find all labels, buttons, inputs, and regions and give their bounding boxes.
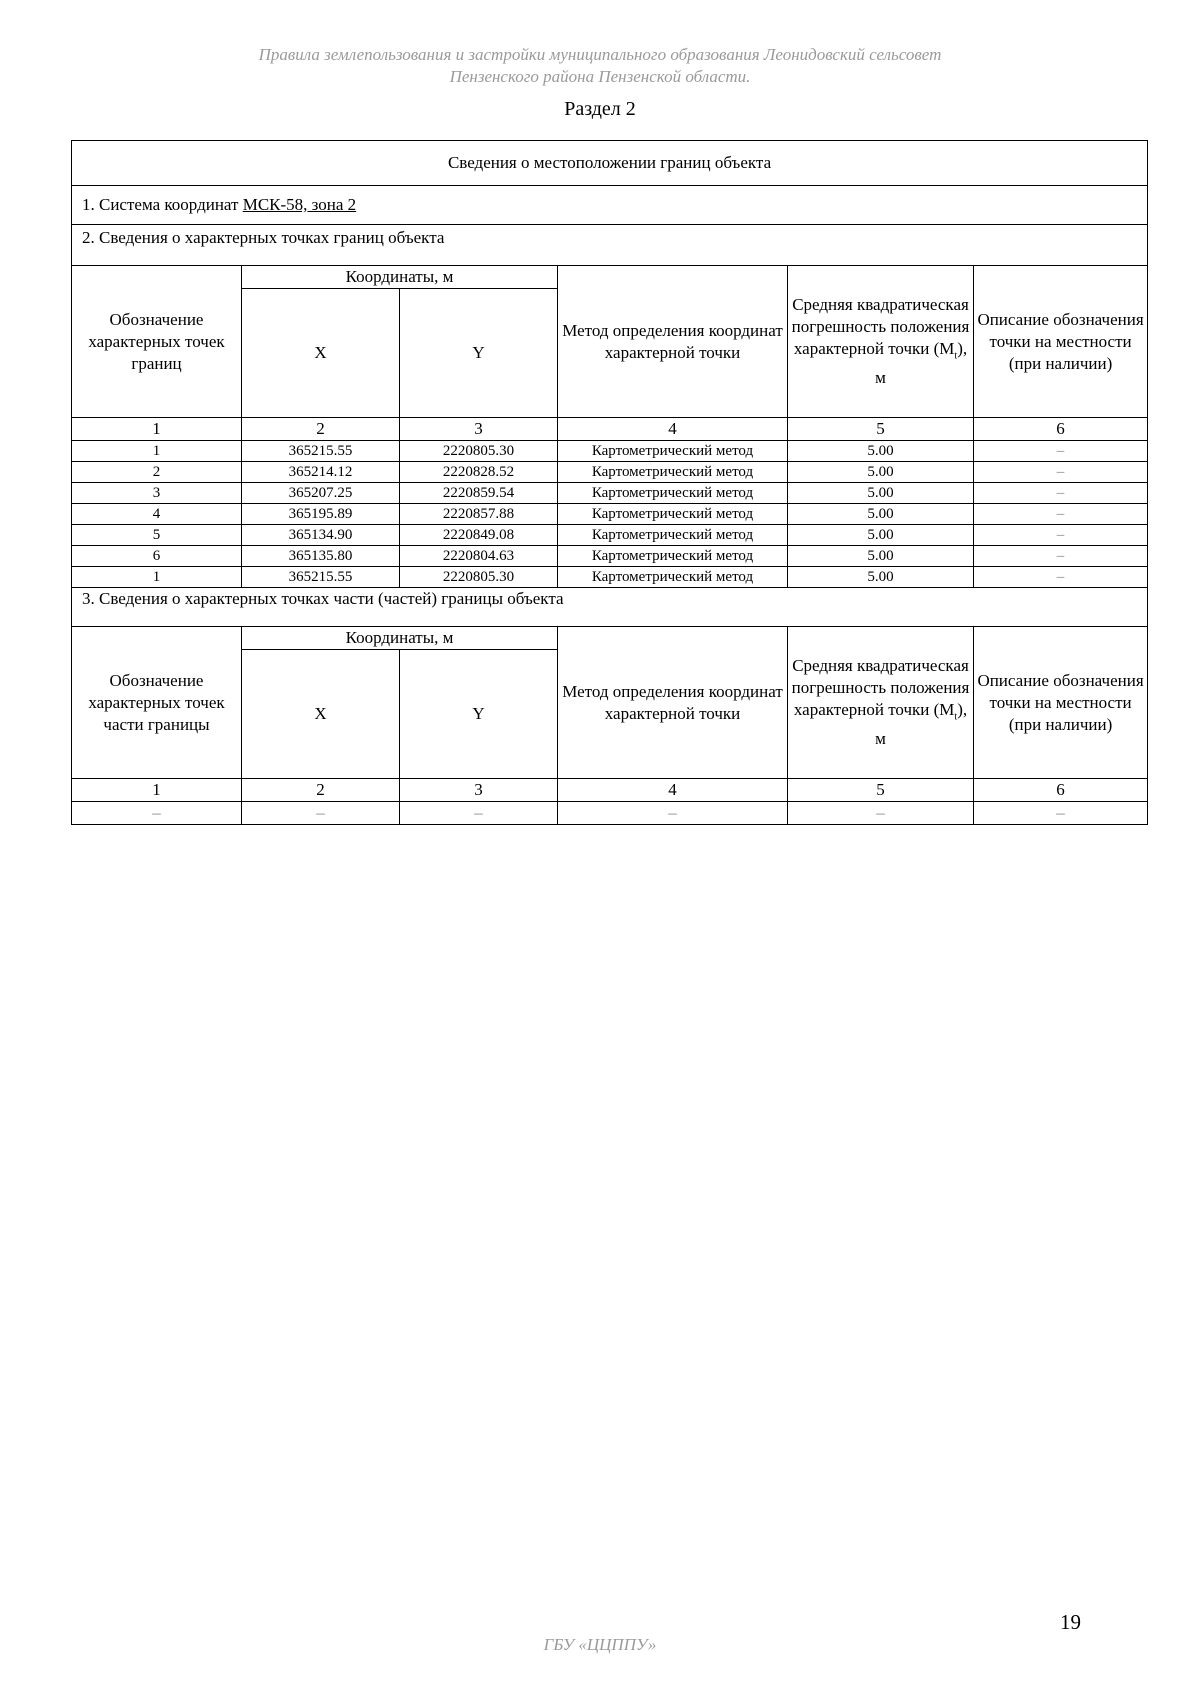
cell-y: 2220805.30: [400, 567, 558, 588]
coord-system-label: 1. Система координат: [82, 195, 243, 214]
part-column-number-row: [72, 779, 1148, 802]
column-number-row: [72, 418, 1148, 441]
cell-method: Картометрический метод: [558, 525, 788, 546]
cell-description: –: [974, 504, 1148, 525]
cell-description: –: [974, 567, 1148, 588]
header-x: X: [242, 289, 400, 418]
cell-x: 365215.55: [242, 567, 400, 588]
table-row: [72, 546, 1148, 567]
part-header-row-1: [72, 627, 1148, 650]
part2-title: 2. Сведения о характерных точках границ объекта: [72, 225, 1148, 266]
part-table-row: [72, 802, 1148, 825]
cell-point: 1: [72, 567, 242, 588]
coord-system-cell: [72, 186, 1148, 225]
cell-error: 5.00: [788, 441, 974, 462]
header-row-1: [72, 266, 1148, 289]
part-header-y: Y: [400, 650, 558, 779]
cell-x: 365134.90: [242, 525, 400, 546]
cell-point: 6: [72, 546, 242, 567]
cell-error: 5.00: [788, 504, 974, 525]
part2-title-row: [72, 225, 1148, 266]
col-num: 6: [974, 418, 1148, 441]
col-num: 5: [788, 779, 974, 802]
cell-y: 2220857.88: [400, 504, 558, 525]
col-num: 2: [242, 779, 400, 802]
cell-method: Картометрический метод: [558, 441, 788, 462]
header-method: Метод определения координат характерной точки: [558, 266, 788, 418]
running-header: [0, 44, 1200, 88]
header-line-2: Пензенского района Пензенской области.: [449, 67, 751, 86]
header-error: Средняя квадратическая погрешность положения характерной точки $(M_t)$, м: [788, 266, 974, 418]
cell-error: 5.00: [788, 462, 974, 483]
table-row: [72, 462, 1148, 483]
col-num: 3: [400, 779, 558, 802]
part-header-method: Метод определения координат характерной точки: [558, 627, 788, 779]
cell-x: 365215.55: [242, 441, 400, 462]
cell-error: –: [788, 802, 974, 825]
cell-error: 5.00: [788, 483, 974, 504]
table-row: [72, 567, 1148, 588]
page-number: 19: [1060, 1610, 1081, 1634]
part-header-x: X: [242, 650, 400, 779]
col-num: 3: [400, 418, 558, 441]
cell-description: –: [974, 546, 1148, 567]
cell-error: 5.00: [788, 567, 974, 588]
cell-point: 4: [72, 504, 242, 525]
cell-point: 3: [72, 483, 242, 504]
table-title-row: [72, 141, 1148, 186]
cell-description: –: [974, 462, 1148, 483]
running-footer: ГБУ «ЦЦППУ»: [543, 1635, 657, 1654]
boundary-table: [71, 140, 1148, 825]
part-header-description: Описание обозначения точки на местности (при наличии): [974, 627, 1148, 779]
cell-method: Картометрический метод: [558, 483, 788, 504]
cell-method: –: [558, 802, 788, 825]
part-header-designation: Обозначение характерных точек части границы: [72, 627, 242, 779]
cell-x: 365207.25: [242, 483, 400, 504]
cell-method: Картометрический метод: [558, 504, 788, 525]
header-designation: Обозначение характерных точек границ: [72, 266, 242, 418]
part3-title-row: [72, 588, 1148, 627]
col-num: 1: [72, 418, 242, 441]
cell-point: –: [72, 802, 242, 825]
cell-error: 5.00: [788, 546, 974, 567]
cell-y: –: [400, 802, 558, 825]
col-num: 5: [788, 418, 974, 441]
cell-error: 5.00: [788, 525, 974, 546]
cell-description: –: [974, 483, 1148, 504]
cell-x: 365135.80: [242, 546, 400, 567]
cell-point: 2: [72, 462, 242, 483]
col-num: 6: [974, 779, 1148, 802]
cell-y: 2220804.63: [400, 546, 558, 567]
part-header-coords: Координаты, м: [242, 627, 558, 650]
header-coords: Координаты, м: [242, 266, 558, 289]
table-row: [72, 525, 1148, 546]
part-header-error: Средняя квадратическая погрешность положения характерной точки $(M_t)$, м: [788, 627, 974, 779]
table-row: [72, 504, 1148, 525]
cell-y: 2220828.52: [400, 462, 558, 483]
cell-description: –: [974, 802, 1148, 825]
cell-method: Картометрический метод: [558, 546, 788, 567]
section-title: Раздел 2: [564, 98, 636, 120]
cell-x: 365195.89: [242, 504, 400, 525]
table-row: [72, 441, 1148, 462]
cell-x: –: [242, 802, 400, 825]
header-line-1: Правила землепользования и застройки муниципального образования Леонидовский сельсовет: [258, 45, 942, 64]
header-description: Описание обозначения точки на местности (при наличии): [974, 266, 1148, 418]
cell-y: 2220859.54: [400, 483, 558, 504]
col-num: 1: [72, 779, 242, 802]
cell-point: 1: [72, 441, 242, 462]
header-y: Y: [400, 289, 558, 418]
cell-method: Картометрический метод: [558, 462, 788, 483]
col-num: 4: [558, 418, 788, 441]
table-row: [72, 483, 1148, 504]
cell-y: 2220805.30: [400, 441, 558, 462]
coord-system-row: [72, 186, 1148, 225]
col-num: 2: [242, 418, 400, 441]
cell-x: 365214.12: [242, 462, 400, 483]
part3-title: 3. Сведения о характерных точках части (частей) границы объекта: [72, 588, 1148, 627]
cell-description: –: [974, 441, 1148, 462]
coord-system-value: МСК-58, зона 2: [242, 195, 357, 214]
cell-point: 5: [72, 525, 242, 546]
cell-y: 2220849.08: [400, 525, 558, 546]
cell-description: –: [974, 525, 1148, 546]
cell-method: Картометрический метод: [558, 567, 788, 588]
table-title: Сведения о местоположении границ объекта: [72, 141, 1148, 186]
col-num: 4: [558, 779, 788, 802]
